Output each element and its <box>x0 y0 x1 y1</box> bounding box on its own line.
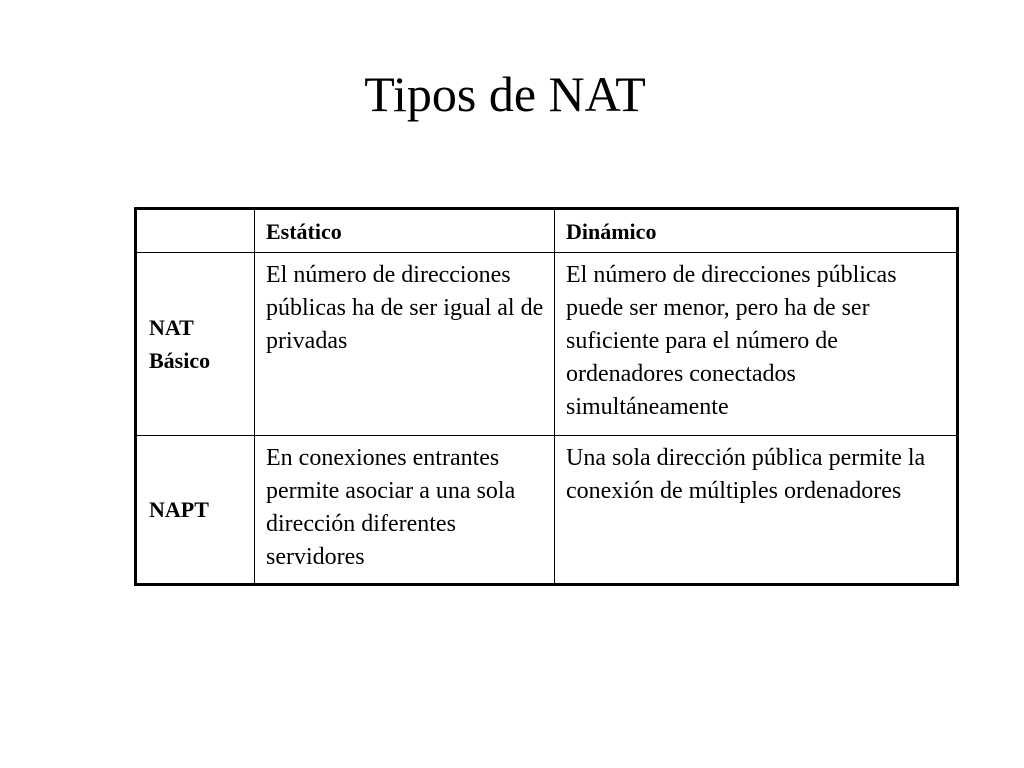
table-row-nat-basico <box>136 253 958 435</box>
cell-napt-dinamico: Una sola dirección pública permite la conexión de múltiples ordenadores <box>555 435 958 584</box>
cell-nat-basico-dinamico: El número de direcciones públicas puede ser menor, pero ha de ser suficiente para el número de ordenadores conectados simultáneamente <box>555 253 958 435</box>
nat-types-table <box>134 207 959 586</box>
slide-title: Tipos de NAT <box>364 66 646 122</box>
header-cell-estatico: Estático <box>255 209 555 253</box>
cell-napt-estatico: En conexiones entrantes permite asociar a una sola dirección diferentes servidores <box>255 435 555 584</box>
header-cell-empty <box>136 209 255 253</box>
row-label-nat-basico <box>136 253 255 435</box>
header-cell-dinamico: Dinámico <box>555 209 958 253</box>
row-label-napt: NAPT <box>136 435 255 584</box>
table-row-napt <box>136 435 958 584</box>
row-label-text: NAT Básico <box>149 315 211 374</box>
cell-nat-basico-estatico: El número de direcciones públicas ha de ser igual al de privadas <box>255 253 555 435</box>
table-header-row <box>136 209 958 253</box>
